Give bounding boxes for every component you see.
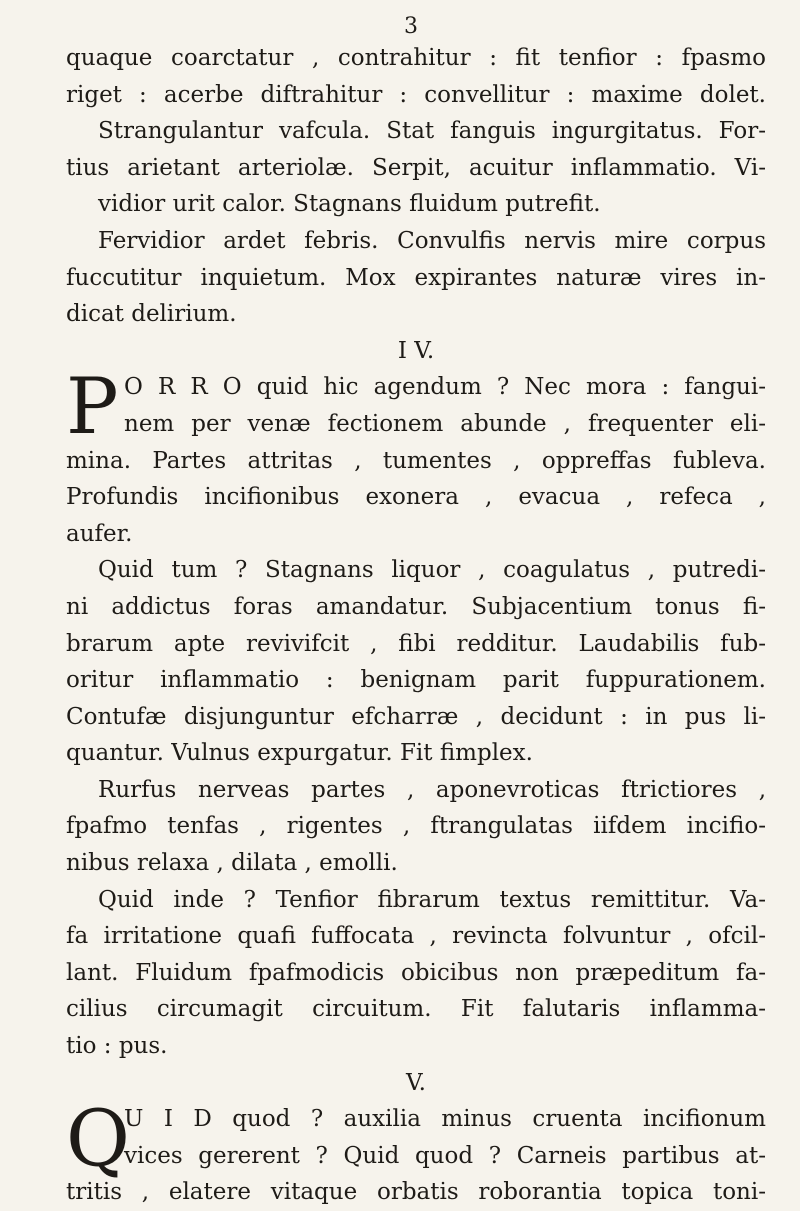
dropcap-paragraph-iv: [66, 362, 766, 453]
text-line: U I D quod ? auxilia minus cruenta incifionum: [124, 1106, 766, 1133]
dropcap-paragraph-v: [66, 1094, 766, 1185]
text-line: mina. Partes attritas , tumentes , oppreffas fubleva.: [66, 447, 766, 474]
dropcap-letter: Q: [66, 1094, 130, 1185]
text-line: fuccutitur inquietum. Mox expirantes naturæ vires in-: [66, 264, 766, 291]
dropcap-letter: P: [66, 362, 119, 453]
body-text: [66, 40, 766, 1211]
page-number: 3: [404, 14, 418, 39]
text-line: Strangulantur vafcula. Stat fanguis ingurgitatus. For-: [98, 118, 766, 145]
text-line: Contufæ disjunguntur efcharræ , decidunt : in pus li-: [66, 703, 766, 730]
text-line: brarum apte revivifcit , fibi redditur. Laudabilis fub-: [66, 630, 766, 657]
text-line: riget : acerbe diftrahitur : convellitur : maxime dolet.: [66, 81, 766, 108]
text-line: nem per venæ fectionem abunde , frequenter eli-: [124, 410, 766, 437]
text-line: ni addictus foras amandatur. Subjacentium tonus fi-: [66, 593, 766, 620]
section-heading-v: V.: [406, 1069, 426, 1096]
text-line: vices gererent ? Quid quod ? Carneis partibus at-: [124, 1142, 766, 1169]
text-line: cilius circumagit circuitum. Fit falutaris inflamma-: [66, 996, 766, 1023]
text-line: tius arietant arteriolæ. Serpit, acuitur inflammatio. Vi-: [66, 154, 766, 181]
text-line: quantur. Vulnus expurgatur. Fit fimplex.: [66, 740, 533, 767]
text-line: nibus relaxa , dilata , emolli.: [66, 850, 398, 877]
text-line: Rurfus nerveas partes , aponevroticas ftrictiores ,: [98, 776, 766, 803]
text-line: oritur inflammatio : benignam parit fuppurationem.: [66, 667, 766, 694]
text-line: Quid tum ? Stagnans liquor , coagulatus , putredi-: [98, 557, 766, 584]
paragraph-block-a: [66, 40, 766, 333]
paragraph-block-b: [66, 443, 766, 1065]
section-heading-iv: I V.: [397, 337, 435, 364]
text-line: aufer.: [66, 520, 133, 547]
text-line: vidior urit calor. Stagnans fluidum putrefit.: [98, 191, 601, 218]
text-line: fpafmo tenfas , rigentes , ftrangulatas iifdem incifio-: [66, 813, 766, 840]
text-line: quaque coarctatur , contrahitur : fit tenfior : fpasmo: [66, 45, 766, 71]
text-line: tio : pus.: [66, 1033, 168, 1060]
text-line: Fervidior ardet febris. Convulfis nervis mire corpus: [98, 227, 766, 254]
text-line: lant. Fluidum fpafmodicis obicibus non præpeditum fa-: [66, 959, 766, 986]
text-line: Profundis incifionibus exonera , evacua , refeca ,: [66, 484, 766, 511]
text-line: tritis , elatere vitaque orbatis roborantia topica toni-: [66, 1179, 766, 1206]
text-line: fa irritatione quafi fuffocata , revincta folvuntur , ofcil-: [66, 923, 766, 950]
paragraph-block-c: [66, 1174, 766, 1211]
text-line: dicat delirium.: [66, 301, 237, 328]
text-line: O R R O quid hic agendum ? Nec mora : fangui-: [124, 374, 766, 401]
text-line: Quid inde ? Tenfior fibrarum textus remittitur. Va-: [98, 886, 766, 913]
